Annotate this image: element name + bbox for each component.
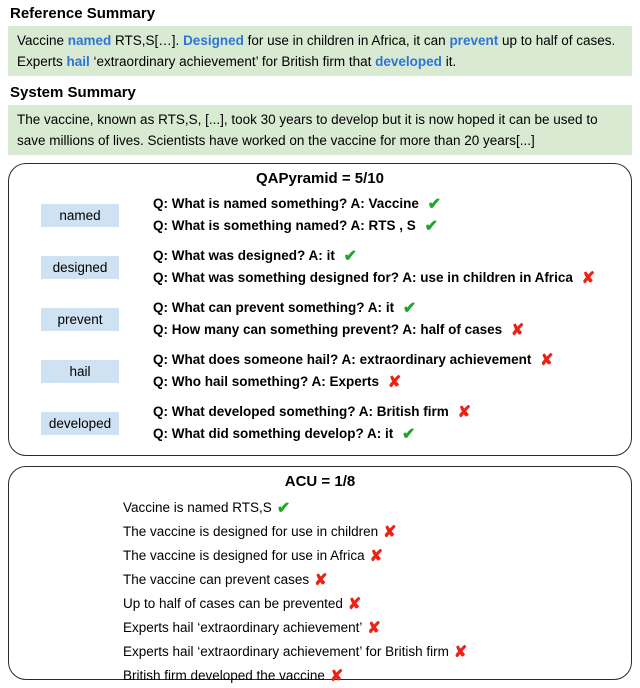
result-mark	[449, 644, 467, 659]
predicate-word-designed: Designed	[183, 33, 244, 48]
question-prefix: Q:	[153, 352, 168, 367]
qa-row-named	[19, 193, 621, 237]
result-mark	[383, 374, 401, 389]
result-mark	[535, 352, 553, 367]
result-mark	[325, 668, 343, 683]
result-mark	[365, 548, 383, 563]
acu-item	[123, 496, 621, 520]
question-prefix: Q:	[153, 322, 168, 337]
predicate-box: hail	[41, 360, 119, 383]
qapyramid-title: QAPyramid = 5/10	[256, 170, 384, 187]
question-text: How many can something prevent?	[171, 322, 400, 337]
result-mark	[420, 218, 438, 233]
qa-row-developed	[19, 401, 621, 445]
acu-title: ACU = 1/8	[284, 473, 356, 490]
result-mark	[506, 322, 524, 337]
answer-prefix: A:	[350, 196, 365, 211]
result-mark	[423, 196, 441, 211]
result-mark	[577, 270, 595, 285]
question-text: What does someone hail?	[171, 352, 339, 367]
result-mark	[398, 300, 416, 315]
reference-summary-heading: Reference Summary	[10, 5, 156, 22]
predicate-box: prevent	[41, 308, 119, 331]
reference-text-segment: ‘extraordinary achievement’ for British firm that	[89, 54, 376, 69]
result-mark	[339, 248, 357, 263]
answer-text: it	[385, 426, 394, 441]
acu-box	[8, 466, 632, 683]
question-prefix: Q:	[153, 196, 168, 211]
qa-line	[153, 215, 441, 237]
acu-text: British firm developed the vaccine	[123, 668, 325, 683]
qa-line	[153, 267, 595, 289]
answer-prefix: A:	[308, 248, 323, 263]
qa-line	[153, 193, 441, 215]
predicate-box: developed	[41, 412, 119, 435]
reference-text-segment: for use in children in Africa, it can	[243, 33, 450, 48]
result-mark	[272, 500, 290, 515]
reference-text-segment: RTS,S[…].	[111, 33, 184, 48]
predicate-word-hail: hail	[66, 54, 90, 69]
question-prefix: Q:	[153, 300, 168, 315]
question-text: What is something named?	[171, 218, 348, 233]
predicate-box: designed	[41, 256, 119, 279]
result-mark	[309, 572, 327, 587]
answer-text: half of cases	[420, 322, 503, 337]
answer-text: Vaccine	[368, 196, 419, 211]
acu-item	[123, 544, 621, 568]
answer-prefix: A:	[367, 426, 382, 441]
result-mark	[397, 426, 415, 441]
answer-text: British firm	[376, 404, 449, 419]
acu-item	[123, 520, 621, 544]
answer-prefix: A:	[402, 270, 417, 285]
system-summary-box: The vaccine, known as RTS,S, [...], took 30 years to develop but it is now hoped it can be used to save millions of lives. Scientists have worked on the vaccine for more than 20 years[...]	[8, 105, 632, 155]
qa-line	[153, 319, 524, 341]
acu-item	[123, 568, 621, 592]
answer-text: Experts	[329, 374, 380, 389]
acu-item	[123, 664, 621, 688]
question-text: What did something develop?	[171, 426, 364, 441]
acu-text: Vaccine is named RTS,S	[123, 500, 272, 515]
reference-text-segment: Vaccine	[17, 33, 68, 48]
question-prefix: Q:	[153, 218, 168, 233]
qa-row-designed	[19, 245, 621, 289]
result-mark	[362, 620, 380, 635]
question-text: What developed something?	[171, 404, 356, 419]
predicate-word-named: named	[67, 33, 112, 48]
answer-prefix: A:	[311, 374, 326, 389]
acu-text: Up to half of cases can be prevented	[123, 596, 343, 611]
reference-text-segment: up to half of cases. Experts	[17, 33, 616, 69]
result-mark	[378, 524, 396, 539]
question-prefix: Q:	[153, 270, 168, 285]
question-text: What was something designed for?	[171, 270, 400, 285]
answer-text: use in children in Africa	[420, 270, 573, 285]
reference-text-segment: it.	[441, 54, 457, 69]
reference-summary-box	[8, 26, 632, 76]
question-prefix: Q:	[153, 426, 168, 441]
answer-prefix: A:	[350, 218, 365, 233]
qa-line	[153, 349, 554, 371]
qa-row-hail	[19, 349, 621, 393]
answer-text: it	[385, 300, 395, 315]
acu-item	[123, 592, 621, 616]
question-text: What is named something?	[171, 196, 348, 211]
acu-text: Experts hail ‘extraordinary achievement’	[123, 620, 363, 635]
acu-text: Experts hail ‘extraordinary achievement’ for British firm	[123, 644, 449, 659]
question-text: What can prevent something?	[171, 300, 365, 315]
question-prefix: Q:	[153, 374, 168, 389]
acu-text: The vaccine is designed for use in children	[123, 524, 379, 539]
result-mark	[453, 404, 471, 419]
answer-prefix: A:	[341, 352, 356, 367]
answer-text: it	[326, 248, 335, 263]
answer-text: RTS , S	[368, 218, 416, 233]
qa-line	[153, 297, 524, 319]
qa-line	[153, 423, 471, 445]
question-prefix: Q:	[153, 248, 168, 263]
qa-line	[153, 371, 554, 393]
answer-text: extraordinary achievement	[359, 352, 532, 367]
answer-prefix: A:	[402, 322, 417, 337]
answer-prefix: A:	[367, 300, 383, 315]
predicate-box: named	[41, 204, 119, 227]
acu-item	[123, 616, 621, 640]
predicate-word-developed: developed	[375, 54, 442, 69]
acu-item	[123, 640, 621, 664]
question-prefix: Q:	[153, 404, 168, 419]
acu-text: The vaccine can prevent cases	[123, 572, 310, 587]
qapyramid-box	[8, 163, 632, 456]
answer-prefix: A:	[358, 404, 374, 419]
question-text: Who hail something?	[171, 374, 309, 389]
predicate-word-prevent: prevent	[449, 33, 499, 48]
qa-line	[153, 245, 595, 267]
system-summary-heading: System Summary	[10, 84, 136, 101]
qa-line	[153, 401, 471, 423]
qa-row-prevent	[19, 297, 621, 341]
result-mark	[343, 596, 361, 611]
question-text: What was designed?	[171, 248, 306, 263]
acu-text: The vaccine is designed for use in Africa	[123, 548, 365, 563]
